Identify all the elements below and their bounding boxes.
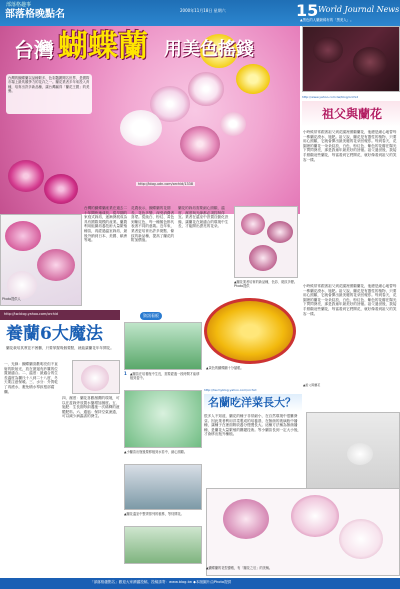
striped-photo-caption: ▲蘭花業者培育的新品種，色彩、斑紋多變。 Photo提供 (234, 280, 298, 288)
step1-number: 1 (124, 371, 127, 376)
info-tag: 資訊看板 (140, 312, 162, 320)
orchid-magenta-2 (44, 174, 78, 204)
step3-photo (124, 464, 202, 510)
right-url[interactable]: http://www.yahoo.com.tw/blog/orchid (302, 95, 359, 99)
yellow-caption: ▲黃色的蝴蝶蘭十分搶眼。 (206, 366, 244, 370)
striped-orchid-photo (234, 206, 298, 278)
step3-caption: ▲蘭花溫室中整齊排列的植株，等待開花。 (124, 512, 184, 516)
step2-caption: ▲小蘭苗出瓶後要移植到水苔中，細心照顧。 (124, 450, 188, 454)
orchid-magenta-1 (8, 160, 44, 192)
bottom-orchid-photo (206, 488, 400, 576)
right-body-cont: 小時候常常跟著祖父到花園裡照顧蘭花，他總是細心地替每一株蘭花澆水、施肥。祖父說，蘭花是有靈性的植物，只要用心照顧，它就會開出最美麗的花朵回報你。每到春天，花園裡的蘭花一朵朵綻放，白色、粉紅色、紫色的花瓣在陽光下閃閃發亮，那是我童年最美好的回憶。祖父過世後，我接手照顧這些蘭花，每當看到它們開花，就好像看到祖父的笑容一樣。 (303, 284, 397, 316)
orchid-pink-2 (188, 72, 224, 106)
orchid-white (120, 110, 162, 146)
black-orchid-photo (302, 26, 400, 92)
middle-body-b: 四、濕度：蘭花喜歡濕潤的環境，可以在盆栽旁放置水盤增加濕度。五、施肥：生長期每兩週施一次稀釋的液體肥料。六、通風：保持空氣流通，可以減少病蟲害的發生。 (62, 396, 120, 419)
step2-photo (124, 390, 202, 448)
footer-text: 「部落格趣點名」歡迎大家踴躍投稿，投稿請寄：www.blog.tw ◆本版圖片由Photo提供 (90, 580, 232, 584)
column-tag-small: 部落格趣事 (6, 2, 32, 8)
lower-title: 名蘭吃洋菜長大？ (208, 396, 296, 409)
step1-caption: ▲蘭苗在培養瓶中生長，需要經過一段時間才能移植到盆中。 (130, 372, 200, 380)
lower-body: 很多人不知道，蘭花的種子非常細小，在自然環境中很難發芽。因此業者利用洋菜製成的培養基，在無菌的玻璃瓶中播種，讓種子在裡面吸收養分慢慢長大。這種方法稱為無菌播種，是蘭花大量繁殖的關鍵技術。等小蘭苗長到一定大小後，才會移出瓶外種植。 (204, 414, 302, 437)
main-title-suffix: 用美色搖錢 (164, 39, 254, 60)
left-orchid-photo (0, 214, 82, 306)
middle-url[interactable]: http://tw.blog.yahoo.com/orchid (4, 312, 58, 316)
yellow-orchid-circle (204, 298, 296, 364)
main-title-prefix: 台灣 (14, 38, 54, 62)
small-orchid-photo (72, 360, 120, 394)
main-body-col3: 蘭花的栽培需要細心照顧，溫度、濕度與光線都必須控制得宜。業者在溫室中設置自動化設備，讓蘭花在最適合的環境中生長，才能開出漂亮的花朵。 (178, 206, 229, 229)
orchid-yellow-2 (236, 64, 270, 94)
column-title: 部落格晚點名 (5, 9, 65, 20)
step1-photo (124, 322, 202, 370)
middle-title: 養蘭6大魔法 (6, 324, 103, 344)
banner-url[interactable]: http://blog.udn.com/orchid/1338 (138, 182, 193, 186)
main-body-col2: 花農表示，蝴蝶蘭的花期長、花色多變，深受消費者喜愛。從純白、粉紅、黃色到紫紅色，每一種顏色都代表著不同的意義。近年來，業者更培育出許多斑點、條紋的新品種，提高了蘭花的附加價值。 (131, 206, 175, 243)
middle-subtitle: 蘭花栽培其實並不困難，只要掌握幾個要點，就能讓蘭花年年開花。 (6, 346, 114, 350)
window-orchid-photo (306, 412, 400, 496)
paper-name: World Journal News (318, 5, 400, 14)
main-body-col1: 台灣的蝴蝶蘭產業在過去二十年間快速成長，從早期的家庭式栽培，逐漸發展成為具有國際規模的產業。蘭農利用組織培養技術大量繁殖種苗，再經過溫室栽培，最後外銷到日本、美國、歐洲等地。 (84, 206, 128, 243)
right-tag: ▲黑色的人蘭最稀有的「黑美人」。 (300, 18, 354, 22)
left-photo-caption: Photo提供人 (2, 297, 21, 301)
right-title: 祖父與蘭花 (322, 107, 383, 121)
intro-box (6, 74, 92, 114)
intro-text: 台灣的蝴蝶蘭以品種繁多、色彩豔麗聞名世界，是國際市場上最具競爭力的花卉之一。蘭花業者多年來投入育種，培育出許多新品種，讓台灣贏得「蘭花王國」的美譽。 (8, 76, 90, 94)
right-body: 小時候常常跟著祖父到花園裡照顧蘭花，他總是細心地替每一株蘭花澆水、施肥。祖父說，蘭花是有靈性的植物，只要用心照顧，它就會開出最美麗的花朵回報你。每到春天，花園裡的蘭花一朵朵綻放，白色、粉紅色、紫色的花瓣在陽光下閃閃發亮，那是我童年最美好的回憶。祖父過世後，我接手照顧這些蘭花，每當看到它們開花，就好像看到祖父的笑容一樣。 (303, 130, 397, 162)
right-label-date: ▲祖父與蘭花 (303, 383, 321, 387)
page-number: 15 (296, 1, 319, 20)
main-title-highlight: 蝴蝶蘭 (58, 29, 148, 64)
orchid-small (220, 112, 246, 136)
middle-body-a: 一、光線：蝴蝶蘭喜歡明亮但不直射的散射光，放在窗邊有紗簾的位置最適合。二、溫度：最適合的生長溫度為攝氏十八到二十八度，冬天要注意保暖。三、水分：介質乾了再澆水，避免積水導致根部腐爛。 (4, 362, 58, 394)
step4-photo (124, 526, 202, 564)
date-text: 2000年11月18日 星期六 (180, 8, 226, 13)
lower-url[interactable]: http://tw.myblog.yahoo.com/orchid (204, 388, 257, 392)
bottom-caption: ▲蝴蝶蘭的花型優雅，有「蘭花之后」的美稱。 (206, 566, 273, 570)
orchid-striped (180, 126, 220, 162)
